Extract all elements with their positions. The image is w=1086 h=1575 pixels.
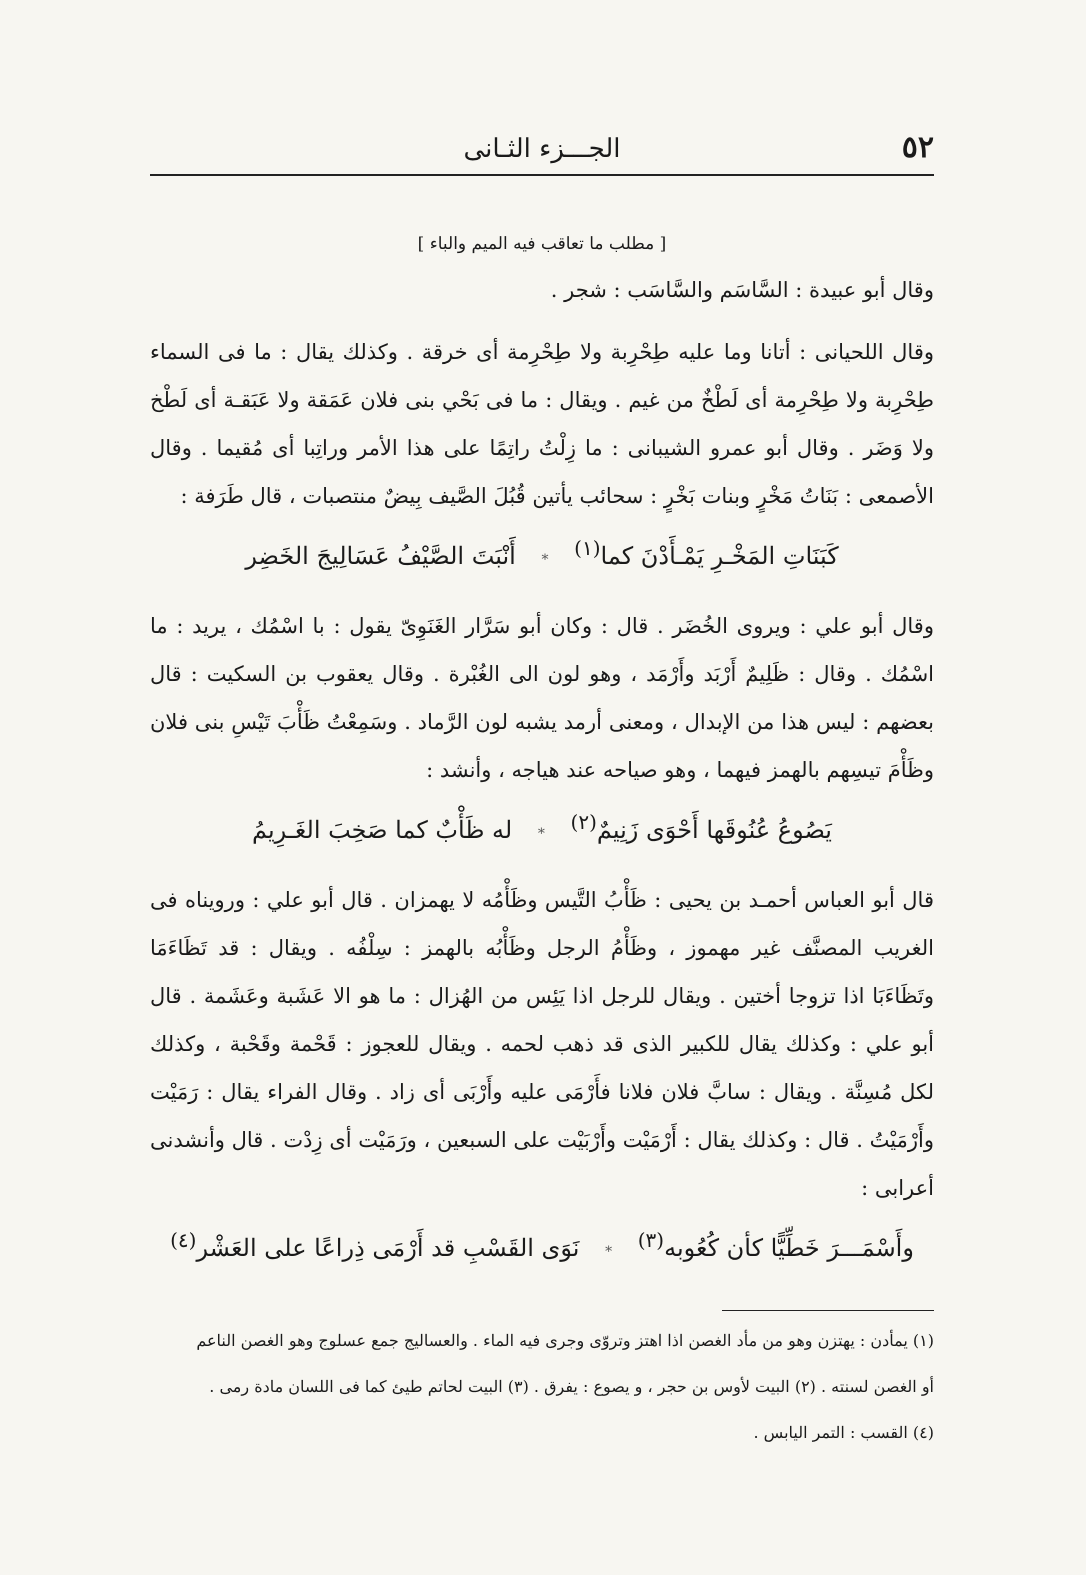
verse-3-second-hemistich: نَوَى القَسْبِ قد أَرْمَى ذِراعًا على العَشْر bbox=[196, 1234, 580, 1262]
footnotes bbox=[140, 1318, 934, 1456]
paragraph-1: وقال أبو عبيدة : السَّاسَم والسَّاسَب : شجر . bbox=[550, 278, 934, 302]
verse-3 bbox=[150, 1212, 934, 1280]
verse-2-second-hemistich: له ظَأْبٌ كما صَخِبَ الغَـرِيمُ bbox=[252, 816, 513, 844]
section-heading: [ مطلب ما تعاقب فيه الميم والباء ] bbox=[417, 234, 667, 254]
header-rule bbox=[150, 174, 934, 176]
footnote-line-2: أو الغصن لسنته . (٢) البيت لأوس بن حجر ، و يصوع : يفرق . (٣) البيت لحاتم طيئ كما فى اللسان مادة رمى . bbox=[209, 1377, 934, 1396]
paragraph-3: وقال أبو علي : ويروى الخُضَر . قال : وكان أبو سَرَّار الغَنَوِىّ يقول : با اسْمُك ، يريد : ما اسْمُك . وقال : ظَلِيمٌ أَرْبَد وأَرْمَد ، وهو لون الى الغُبْرة . وقال يعقوب بن السكيت : قال بعضهم : ليس هذا من الإبدال ، ومعنى أرمد يشبه لون الرَّماد . وسَمِعْتُ ظَأْبَ تَيْسِ بنى فلان وظَأْمَ تيسِهم بالهمز فيهما ، وهو صياحه عند هياجه ، وأنشد : bbox=[150, 614, 934, 782]
footnote-line-3: (٤) القسب : التمر اليابس . bbox=[753, 1423, 934, 1442]
main-text bbox=[150, 222, 934, 1280]
verse-2-first-hemistich: يَصُوعُ عُنُوقَها أَحْوَى زَنِيمٌ bbox=[596, 816, 832, 844]
verse-3-first-hemistich: وأَسْمَـــرَ خَطِّيًّا كأن كُعُوبه bbox=[664, 1234, 914, 1262]
page-header bbox=[150, 130, 934, 174]
paragraph-4: قال أبو العباس أحمـد بن يحيى : ظَأْبُ التَّيس وظَأْمُه لا يهمزان . قال أبو علي : ورويناه فى الغريب المصنَّف غير مهموز ، وظَأْمُ الرجل وظَأْبُه بالهمز : سِلْفُه . ويقال : قد تَظَاءَمَا وتَظَاءَبَا اذا تزوجا أختين . ويقال للرجل اذا يَئِس من الهُزال : ما هو الا عَشَبة وعَشَمة . قال أبو علي : وكذلك يقال للكبير الذى قد ذهب لحمه . ويقال للعجوز : قَحْمة وقَحْبة ، وكذلك لكل مُسِنَّة . ويقال : سابَّ فلان فلانا فأَرْمَى عليه وأَرْبَى أى زاد . وقال الفراء يقال : رَمَيْت وأَرْمَيْتُ . قال : وكذلك يقال : أَرْمَيْت وأَرْبَيْت على السبعين ، ورَمَيْت أى زِدْت . قال وأنشدنى أعرابى : bbox=[150, 888, 934, 1200]
verse-separator: * bbox=[605, 1244, 613, 1260]
footnote-rule bbox=[722, 1310, 934, 1311]
verse-1 bbox=[150, 520, 934, 588]
footnote-mark-3: (٣) bbox=[637, 1228, 665, 1252]
verse-separator: * bbox=[541, 552, 549, 568]
footnote-mark-2: (٢) bbox=[570, 810, 597, 834]
verse-separator: * bbox=[537, 826, 545, 842]
footnote-mark-4: (٤) bbox=[170, 1228, 197, 1252]
paragraph-2: وقال اللحيانى : أتانا وما عليه طِحْرِبة ولا طِحْرِمة أى خرقة . وكذلك يقال : ما فى السماء طِحْرِبة ولا طِحْرِمة أى لَطْخٌ من غيم . ويقال : ما فى بَحْي بنى فلان عَمَقة ولا عَبَقـة أى لَطْخ ولا وَضَر . وقال أبو عمرو الشيبانى : ما زِلْتُ راتِمًا على هذا الأمر وراتِبا أى مُقيما . وقال الأصمعى : بَنَاتُ مَخْرٍ وبنات بَخْرٍ : سحائب يأتين قُبُلَ الصَّيف بِيضٌ منتصبات ، قال طَرَفة : bbox=[150, 340, 934, 508]
verse-1-first-hemistich: كَبَنَاتِ المَخْـرِ يَمْـأَدْنَ كما bbox=[600, 542, 839, 570]
page-number: ٥٢ bbox=[901, 130, 934, 165]
verse-2 bbox=[150, 794, 934, 862]
verse-1-second-hemistich: أَنْبَتَ الصَّيْفُ عَسَالِيجَ الخَضِر bbox=[245, 542, 516, 570]
footnote-mark-1: (١) bbox=[574, 536, 601, 560]
footnote-line-1: (١) يمأدن : يهتزن وهو من مأد الغصن اذا اهتز وتروّى وجرى فيه الماء . والعساليج جمع عسلوج وهو الغصن الناعم bbox=[196, 1331, 934, 1350]
running-title: الجـــزء الثـانى bbox=[463, 134, 621, 164]
